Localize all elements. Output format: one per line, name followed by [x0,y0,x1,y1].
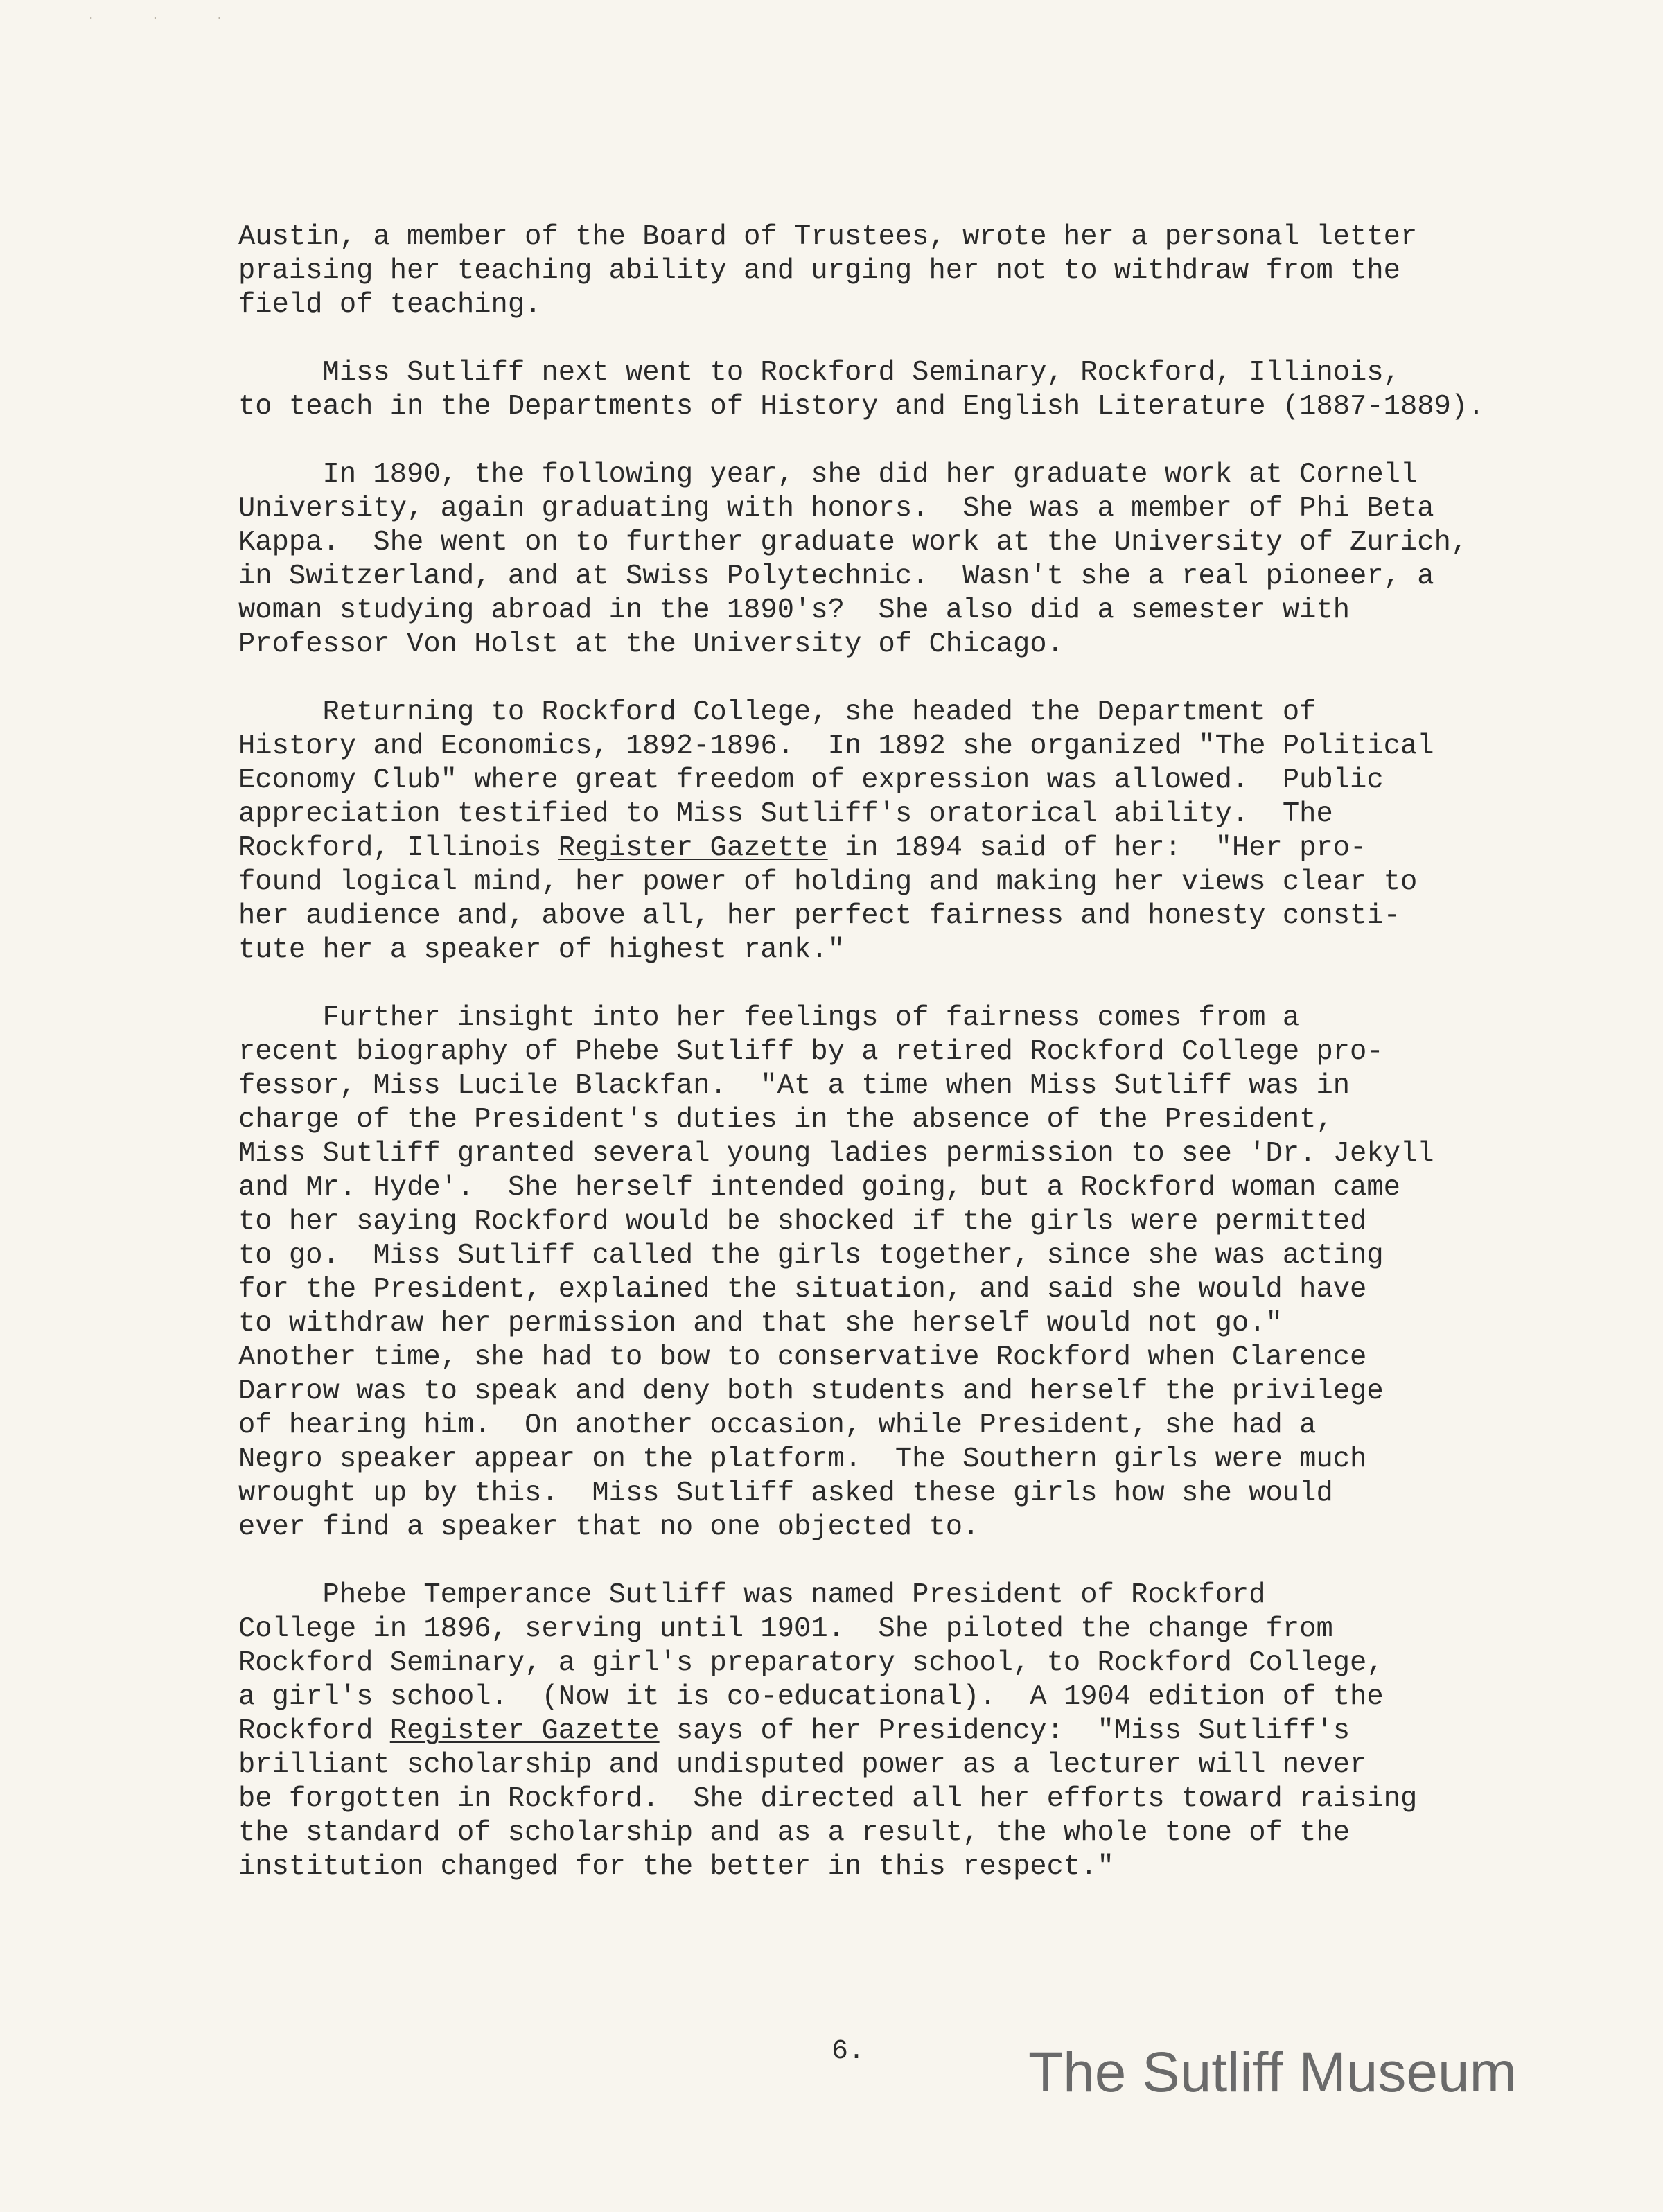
paragraph-5 [238,1001,1486,1545]
text-line: for the President, explained the situation, and said she would have [238,1274,1367,1306]
text-line: College in 1896, serving until 1901. She piloted the change from [238,1613,1333,1645]
document-body [238,220,1486,1918]
text-line: History and Economics, 1892-1896. In 1892 she organized "The Political [238,730,1434,762]
text-line: Phebe Temperance Sutliff was named President of Rockford [238,1579,1266,1611]
text-line: fessor, Miss Lucile Blackfan. "At a time when Miss Sutliff was in [238,1070,1350,1102]
text-line: tute her a speaker of highest rank." [238,934,845,966]
text-line: Negro speaker appear on the platform. The Southern girls were much [238,1443,1367,1475]
text-line: recent biography of Phebe Sutliff by a retired Rockford College pro- [238,1036,1384,1068]
paragraph-4 [238,696,1486,967]
text-line: the standard of scholarship and as a result, the whole tone of the [238,1817,1350,1849]
text-line: Economy Club" where great freedom of expression was allowed. Public [238,764,1384,796]
text-line: and Mr. Hyde'. She herself intended going, but a Rockford woman came [238,1172,1400,1204]
text-line: field of teaching. [238,289,542,321]
text-line: Another time, she had to bow to conservative Rockford when Clarence [238,1342,1367,1373]
text-line: wrought up by this. Miss Sutliff asked these girls how she would [238,1477,1333,1509]
text-line: Professor Von Holst at the University of Chicago. [238,629,1064,660]
text-line: In 1890, the following year, she did her graduate work at Cornell [238,459,1418,491]
text-line: appreciation testified to Miss Sutliff's oratorical ability. The [238,798,1333,830]
text-line: in Switzerland, and at Swiss Polytechnic. Wasn't she a real pioneer, a [238,561,1434,592]
museum-watermark: The Sutliff Museum [1028,2041,1517,2104]
text-line: Miss Sutliff granted several young ladies permission to see 'Dr. Jekyll [238,1138,1434,1170]
text-line: charge of the President's duties in the absence of the President, [238,1104,1333,1136]
text-line: her audience and, above all, her perfect fairness and honesty consti- [238,900,1400,932]
text-line: ever find a speaker that no one objected to. [238,1511,980,1543]
paragraph-3 [238,458,1486,662]
text-line: Returning to Rockford College, she headed the Department of [238,696,1317,728]
text-line: Further insight into her feelings of fairness comes from a [238,1002,1300,1034]
text-line: institution changed for the better in this respect." [238,1851,1114,1883]
text-line: praising her teaching ability and urging her not to withdraw from the [238,255,1400,287]
text-line: University, again graduating with honors. She was a member of Phi Beta [238,493,1434,525]
text-line: of hearing him. On another occasion, while President, she had a [238,1410,1317,1441]
scan-speck-marks: · · · [89,10,249,26]
text-line: be forgotten in Rockford. She directed all her efforts toward raising [238,1783,1418,1815]
text-line: Rockford Seminary, a girl's preparatory school, to Rockford College, [238,1647,1384,1679]
paragraph-6 [238,1579,1486,1884]
text-line: to teach in the Departments of History and English Literature (1887-1889). [238,391,1485,423]
text-line: a girl's school. (Now it is co-educational). A 1904 edition of the [238,1681,1384,1713]
page-number: 6. [832,2036,865,2067]
newspaper-title: Register Gazette [558,832,828,864]
paragraph-2 [238,356,1486,424]
text-line: Kappa. She went on to further graduate work at the University of Zurich, [238,527,1468,559]
text-line: to go. Miss Sutliff called the girls together, since she was acting [238,1240,1384,1272]
text-line-with-title: Rockford, Illinois Register Gazette in 1894 said of her: "Her pro- [238,832,1367,864]
text-line: Miss Sutliff next went to Rockford Seminary, Rockford, Illinois, [238,357,1400,389]
text-line: woman studying abroad in the 1890's? She also did a semester with [238,595,1350,626]
text-line: brilliant scholarship and undisputed power as a lecturer will never [238,1749,1367,1781]
text-line: Austin, a member of the Board of Trustees, wrote her a personal letter [238,221,1418,253]
paragraph-1 [238,220,1486,322]
newspaper-title: Register Gazette [389,1715,660,1747]
text-line: to her saying Rockford would be shocked if the girls were permitted [238,1206,1367,1238]
text-line: found logical mind, her power of holding and making her views clear to [238,866,1418,898]
text-line-with-title: Rockford Register Gazette says of her Presidency: "Miss Sutliff's [238,1715,1350,1747]
text-line: Darrow was to speak and deny both students and herself the privilege [238,1376,1384,1407]
text-line: to withdraw her permission and that she herself would not go." [238,1308,1283,1340]
